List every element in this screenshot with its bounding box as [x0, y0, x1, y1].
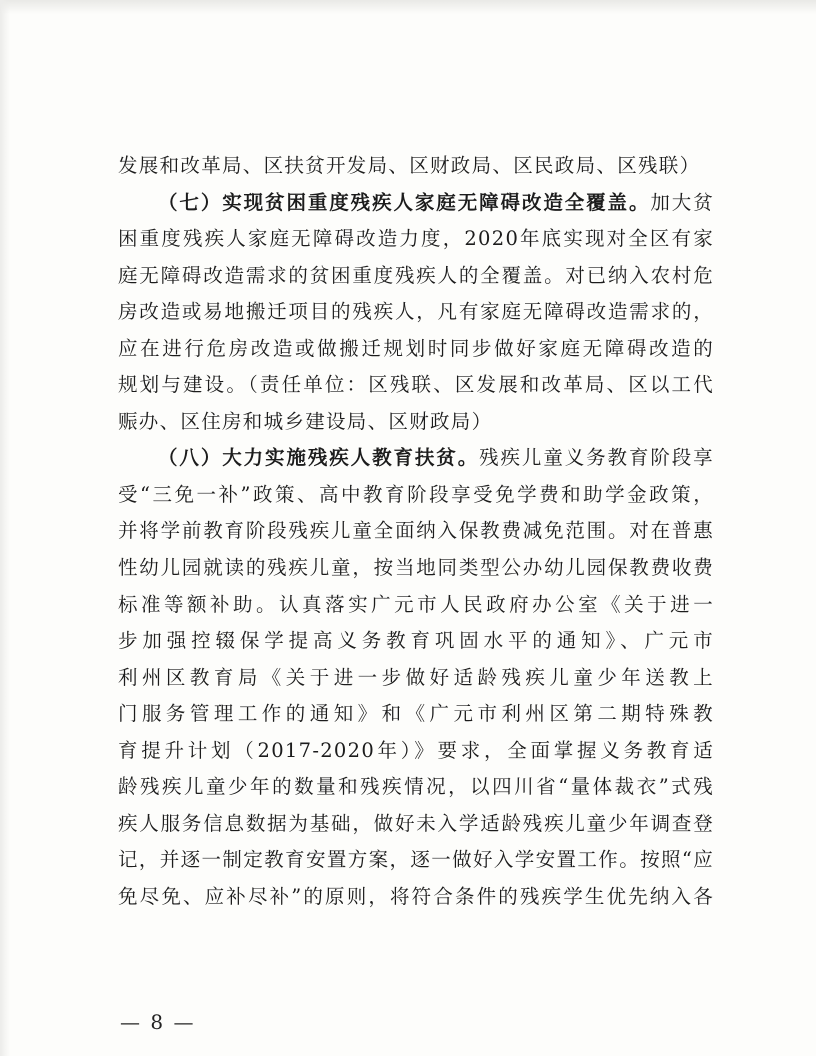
line-text: 困重度残疾人家庭无障碍改造力度，2020年底实现对全区有家: [118, 227, 714, 251]
text-line: [118, 696, 714, 733]
line-text: 房改造或易地搬迁项目的残疾人，凡有家庭无障碍改造需求的，: [118, 300, 714, 324]
line-text: 应在进行危房改造或做搬迁规划时同步做好家庭无障碍改造的: [118, 336, 714, 360]
text-line: [118, 587, 714, 624]
line-text: 规划与建设。（责任单位：区残联、区发展和改革局、区以工代: [118, 373, 714, 397]
line-text: 并将学前教育阶段残疾儿童全面纳入保教费减免范围。对在普惠: [118, 519, 714, 543]
text-line: [118, 477, 714, 514]
text-line: [118, 842, 714, 879]
scan-edge-left: [0, 0, 10, 1056]
section-heading: （七）实现贫困重度残疾人家庭无障碍改造全覆盖。: [158, 190, 651, 214]
line-text: 龄残疾儿童少年的数量和残疾情况，以四川省“量体裁衣”式残: [118, 775, 714, 799]
line-text: 赈办、区住房和城乡建设局、区财政局）: [118, 409, 493, 433]
scan-edge-top: [0, 0, 816, 14]
text-line: [118, 513, 714, 550]
line-text: 利州区教育局《关于进一步做好适龄残疾儿童少年送教上: [118, 665, 714, 689]
line-text: 加大贫: [650, 190, 714, 214]
body-text: [118, 148, 714, 915]
line-text: 免尽免、应补尽补”的原则，将符合条件的残疾学生优先纳入各: [118, 884, 714, 908]
text-line: [118, 769, 714, 806]
line-text: 发展和改革局、区扶贫开发局、区财政局、区民政局、区残联）: [118, 154, 701, 177]
text-line: [118, 258, 714, 295]
line-text: 性幼儿园就读的残疾儿童，按当地同类型公办幼儿园保教费收费: [118, 556, 714, 580]
line-text: 庭无障碍改造需求的贫困重度残疾人的全覆盖。对已纳入农村危: [118, 263, 714, 287]
text-line: [118, 367, 714, 404]
section-heading: （八）大力实施残疾人教育扶贫。: [158, 446, 480, 470]
line-text: 门服务管理工作的通知》和《广元市利州区第二期特殊教: [118, 702, 714, 726]
text-line: [118, 879, 714, 916]
text-line: [118, 404, 714, 441]
line-text: 育提升计划（2017-2020年）》要求，全面掌握义务教育适: [118, 738, 714, 762]
text-line: [118, 550, 714, 587]
line-text: 记，并逐一制定教育安置方案，逐一做好入学安置工作。按照“应: [118, 848, 714, 872]
text-line: [118, 660, 714, 697]
text-line: [118, 185, 714, 222]
text-line: [118, 294, 714, 331]
line-text: 步加强控辍保学提高义务教育巩固水平的通知》、广元市: [118, 629, 714, 653]
text-line: [118, 440, 714, 477]
line-text: 标准等额补助。认真落实广元市人民政府办公室《关于进一: [118, 592, 714, 616]
text-line: [118, 806, 714, 843]
text-line: [118, 331, 714, 368]
line-text: 受“三免一补”政策、高中教育阶段享受免学费和助学金政策，: [118, 482, 714, 506]
text-line: [118, 623, 714, 660]
line-text: 残疾儿童义务教育阶段享: [479, 446, 714, 470]
text-line: [118, 733, 714, 770]
line-text: 疾人服务信息数据为基础，做好未入学适龄残疾儿童少年调查登: [118, 811, 714, 835]
page-number: — 8 —: [120, 1010, 196, 1034]
text-line: [118, 148, 714, 185]
text-line: [118, 221, 714, 258]
